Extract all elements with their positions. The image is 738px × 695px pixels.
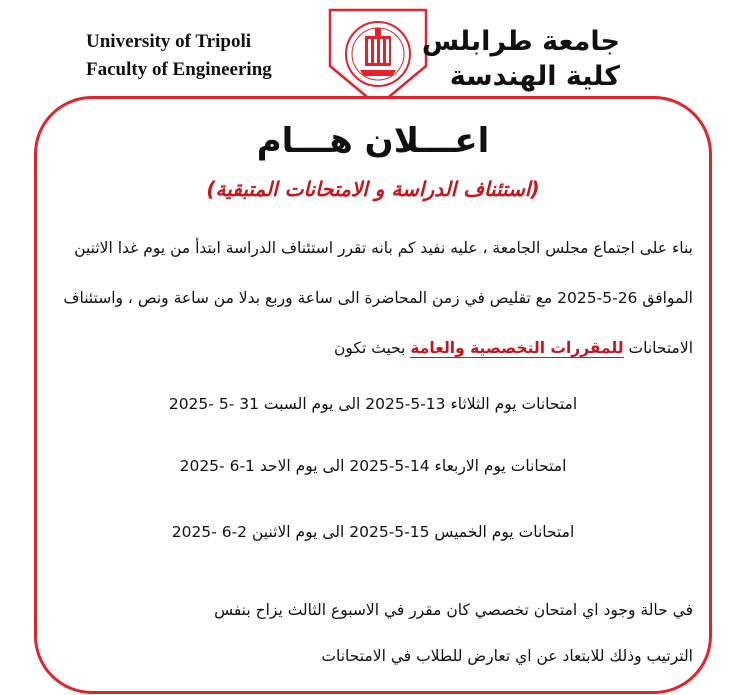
university-logo xyxy=(320,6,436,110)
arabic-header xyxy=(420,24,620,94)
paragraph-line-1: بناء على اجتماع مجلس الجامعة ، عليه نفيد كم بانه تقرر استئناف الدراسة ابتدأ من يوم غدا الاثنين xyxy=(74,239,693,257)
schedule-item-3: امتحانات يوم الخميس 15-5-2025 الى يوم الاثنين 2-6 -2025 xyxy=(171,523,575,541)
notice-title: اعـــلان هـــام xyxy=(256,121,490,161)
schedule-item-1: امتحانات يوم الثلاثاء 13-5-2025 الى يوم السبت 31 -5 -2025 xyxy=(168,395,578,413)
schedule-item-2: امتحانات يوم الاربعاء 14-5-2025 الى يوم الاحد 1-6 -2025 xyxy=(179,457,567,475)
closing-line-1: في حالة وجود اي امتحان تخصصي كان مقرر في الاسبوع الثالث يزاح بنفس xyxy=(214,601,693,619)
paragraph-line-2: الموافق 26-5-2025 مع تقليص في زمن المحاضرة الى ساعة وربع بدلا من ساعة ونص ، واستئناف xyxy=(63,289,693,307)
notice-frame xyxy=(34,96,712,694)
notice-subtitle: (استئناف الدراسة و الامتحانات المتبقية) xyxy=(206,177,540,201)
university-name-en: University of Tripoli xyxy=(86,31,252,52)
faculty-name-en: Faculty of Engineering xyxy=(86,59,272,80)
english-header xyxy=(86,28,346,84)
closing-line-2: الترتيب وذلك للابتعاد عن اي تعارض للطلاب في الامتحانات xyxy=(321,647,693,665)
courses-highlight: للمقررات التخصصية والعامة xyxy=(410,339,624,357)
announcement-paragraph xyxy=(53,223,693,373)
paragraph-line-3 xyxy=(53,323,693,373)
faculty-name-ar: كلية الهندسة xyxy=(449,61,620,92)
closing-paragraph xyxy=(53,587,693,679)
exams-word: الامتحانات xyxy=(628,339,693,357)
such-that-text: بحيث تكون xyxy=(334,339,406,357)
university-name-ar: جامعة طرابلس xyxy=(421,26,620,57)
